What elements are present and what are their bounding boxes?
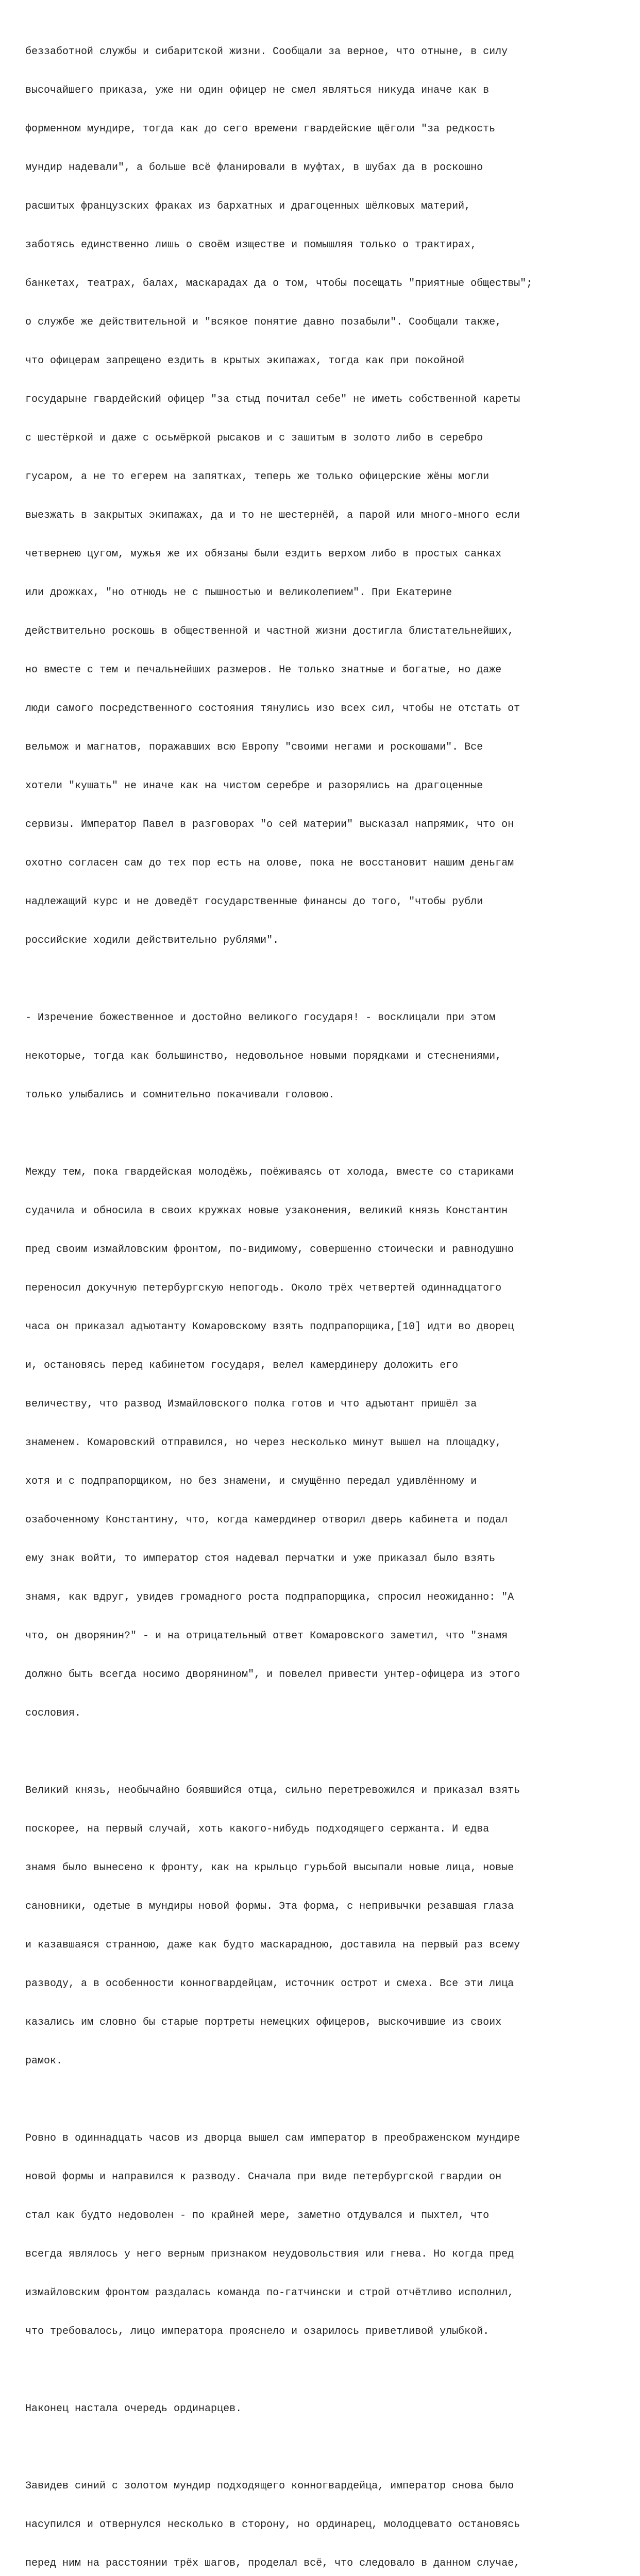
- text-line: банкетах, театрах, балах, маскарадах да о том, чтобы посещать "приятные обществы";: [25, 278, 533, 290]
- text-line: Ровно в одиннадцать часов из дворца вышел сам император в преображенском мундире: [25, 2132, 520, 2144]
- text-line: ему знак войти, то император стоя надевал перчатки и уже приказал было взять: [25, 1553, 496, 1565]
- text-line: мундир надевали", а больше всё фланировали в муфтах, в шубах да в роскошно: [25, 162, 483, 174]
- text-line: озабоченному Константину, что, когда камердинер отворил дверь кабинета и подал: [25, 1514, 508, 1526]
- text-line: надлежащий курс и не доведёт государственные финансы до того, "чтобы рубли: [25, 896, 483, 908]
- text-line: переносил докучную петербургскую непогодь. Около трёх четвертей одиннадцатого: [25, 1282, 502, 1294]
- text-line: Великий князь, необычайно боявшийся отца, сильно перетревожился и приказал взять: [25, 1785, 520, 1797]
- text-line: хотя и с подпрапорщиком, но без знамени, и смущённо передал удивлённому и: [25, 1476, 477, 1487]
- text-line: Завидев синий с золотом мундир подходящего конногвардейца, император снова было: [25, 2480, 514, 2492]
- text-line: величеству, что развод Измайловского полка готов и что адъютант пришёл за: [25, 1398, 477, 1410]
- text-line: насупился и отвернулся несколько в сторону, но ординарец, молодцевато остановясь: [25, 2519, 520, 2531]
- paragraph: [25, 986, 628, 1127]
- text-line: новой формы и направился к разводу. Сначала при виде петербургской гвардии он: [25, 2171, 502, 2183]
- text-line: действительно роскошь в общественной и частной жизни достигла блистательнейших,: [25, 625, 514, 637]
- text-line: некоторые, тогда как большинство, недовольное новыми порядками и стеснениями,: [25, 1050, 502, 1062]
- document-page: [25, 20, 628, 2576]
- paragraph: [25, 20, 628, 973]
- paragraph: [25, 2377, 628, 2441]
- text-line: государыне гвардейский офицер "за стыд почитал себе" не иметь собственной кареты: [25, 394, 520, 405]
- text-line: и, остановясь перед кабинетом государя, велел камердинеру доложить его: [25, 1360, 459, 1371]
- text-line: или дрожках, "но отнюдь не с пышностью и великолепием". При Екатерине: [25, 587, 452, 599]
- text-line: что требовалось, лицо императора прояснело и озарилось приветливой улыбкой.: [25, 2326, 490, 2337]
- text-line: Наконец настала очередь ординарцев.: [25, 2403, 242, 2415]
- paragraph: [25, 2106, 628, 2364]
- text-line: сословия.: [25, 1707, 81, 1719]
- text-line: что, он дворянин?" - и на отрицательный ответ Комаровского заметил, что "знамя: [25, 1630, 508, 1642]
- text-line: заботясь единственно лишь о своём изществе и помышляя только о трактирах,: [25, 239, 477, 251]
- text-line: поскорее, на первый случай, хоть какого-нибудь подходящего сержанта. И едва: [25, 1823, 490, 1835]
- paragraph: [25, 1758, 628, 2093]
- text-line: сановники, одетые в мундиры новой формы. Эта форма, с непривычки резавшая глаза: [25, 1901, 514, 1912]
- text-line: беззаботной службы и сибаритской жизни. Сообщали за верное, что отныне, в силу: [25, 46, 508, 58]
- paragraph: [25, 2454, 628, 2576]
- paragraph: [25, 1140, 628, 1745]
- text-line: форменном мундире, тогда как до сего времени гвардейские щёголи "за редкость: [25, 123, 496, 135]
- text-line: часа он приказал адъютанту Комаровскому взять подпрапорщика,[10] идти во дворец: [25, 1321, 514, 1333]
- text-line: стал как будто недоволен - по крайней мере, заметно отдувался и пыхтел, что: [25, 2210, 490, 2222]
- text-line: выезжать в закрытых экипажах, да и то не шестернёй, а парой или много-много если: [25, 510, 520, 521]
- text-line: гусаром, а не то егерем на запятках, теперь же только офицерские жёны могли: [25, 471, 490, 483]
- text-line: пред своим измайловским фронтом, по-видимому, совершенно стоически и равнодушно: [25, 1244, 514, 1256]
- text-line: высочайшего приказа, уже ни один офицер не смел являться никуда иначе как в: [25, 84, 490, 96]
- text-line: и казавшаяся странною, даже как будто маскарадною, доставила на первый раз всему: [25, 1939, 520, 1951]
- text-line: знаменем. Комаровский отправился, но через несколько минут вышел на площадку,: [25, 1437, 502, 1449]
- text-line: российские ходили действительно рублями".: [25, 935, 279, 946]
- text-line: что офицерам запрещено ездить в крытых экипажах, тогда как при покойной: [25, 355, 465, 367]
- text-line: охотно согласен сам до тех пор есть на олове, пока не восстановит нашим деньгам: [25, 857, 514, 869]
- text-line: казались им словно бы старые портреты немецких офицеров, выскочившие из своих: [25, 2016, 502, 2028]
- text-line: вельмож и магнатов, поражавших всю Европу "своими негами и роскошами". Все: [25, 741, 483, 753]
- text-line: Между тем, пока гвардейская молодёжь, поёживаясь от холода, вместе со стариками: [25, 1166, 514, 1178]
- text-line: расшитых французских фраках из бархатных и драгоценных шёлковых материй,: [25, 200, 471, 212]
- text-line: четвернею цугом, мужья же их обязаны были ездить верхом либо в простых санках: [25, 548, 502, 560]
- text-line: хотели "кушать" не иначе как на чистом серебре и разорялись на драгоценные: [25, 780, 483, 792]
- text-line: но вместе с тем и печальнейших размеров. Не только знатные и богатые, но даже: [25, 664, 502, 676]
- text-line: знамя, как вдруг, увидев громадного роста подпрапорщика, спросил неожиданно: "А: [25, 1591, 514, 1603]
- text-line: о службе же действительной и "всякое понятие давно позабыли". Сообщали также,: [25, 316, 502, 328]
- text-line: с шестёркой и даже с осьмёркой рысаков и с зашитым в золото либо в серебро: [25, 432, 483, 444]
- text-line: рамок.: [25, 2055, 63, 2067]
- text-line: люди самого посредственного состояния тянулись изо всех сил, чтобы не отстать от: [25, 703, 520, 715]
- text-line: всегда являлось у него верным признаком неудовольствия или гнева. Но когда пред: [25, 2248, 514, 2260]
- text-line: должно быть всегда носимо дворянином", и повелел привести унтер-офицера из этого: [25, 1669, 520, 1681]
- text-line: только улыбались и сомнительно покачивали головою.: [25, 1089, 335, 1101]
- text-line: судачила и обносила в своих кружках новые узаконения, великий князь Константин: [25, 1205, 508, 1217]
- text-line: разводу, а в особенности конногвардейцам, источник острот и смеха. Все эти лица: [25, 1978, 514, 1990]
- text-line: перед ним на расстоянии трёх шагов, проделал всё, что следовало в данном случае,: [25, 2557, 520, 2569]
- text-line: знамя было вынесено к фронту, как на крыльцо гурьбой высыпали новые лица, новые: [25, 1862, 514, 1874]
- text-line: измайловским фронтом раздалась команда по-гатчински и строй отчётливо исполнил,: [25, 2287, 514, 2299]
- text-line: сервизы. Император Павел в разговорах "о сей материи" высказал напрямик, что он: [25, 819, 514, 831]
- text-line: - Изречение божественное и достойно великого государя! - восклицали при этом: [25, 1012, 496, 1024]
